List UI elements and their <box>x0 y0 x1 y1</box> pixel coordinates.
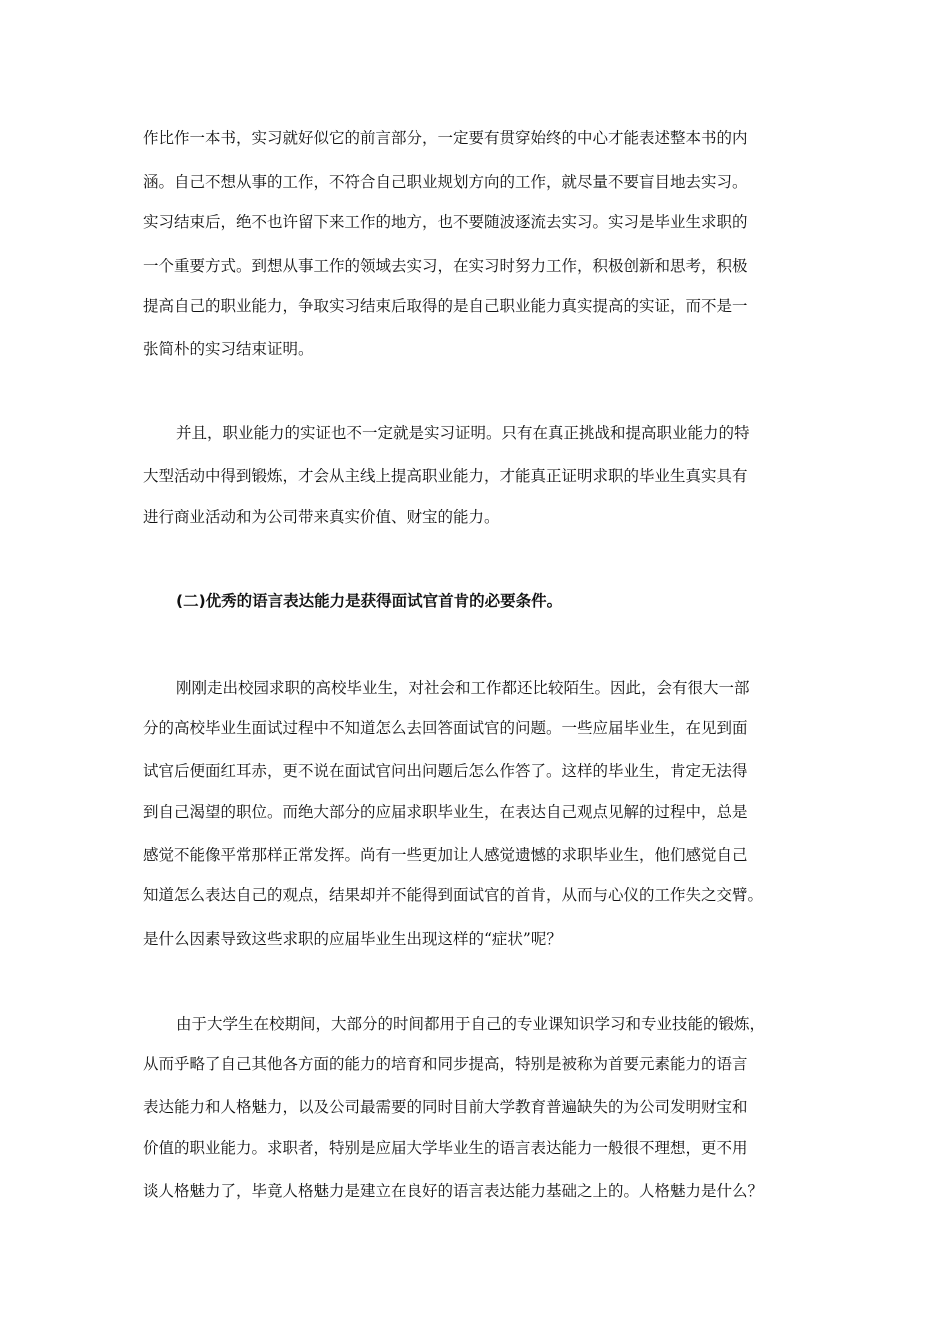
paragraph-2-line-3: 进行商业活动和为公司带来真实价值、财宝的能力。 <box>143 508 500 526</box>
paragraph-3-line-3: 试官后便面红耳赤，更不说在面试官问出问题后怎么作答了。这样的毕业生，肯定无法得 <box>143 762 748 780</box>
paragraph-4-line-5: 谈人格魅力了，毕竟人格魅力是建立在良好的语言表达能力基础之上的。人格魅力是什么？ <box>143 1182 764 1200</box>
paragraph-1-line-5: 提高自己的职业能力，争取实习结束后取得的是自己职业能力真实提高的实证，而不是一 <box>143 297 748 315</box>
paragraph-3-line-7: 是什么因素导致这些求职的应届毕业生出现这样的“症状”呢？ <box>143 930 562 948</box>
paragraph-1-line-3: 实习结束后，绝不也许留下来工作的地方，也不要随波逐流去实习。实习是毕业生求职的 <box>143 213 748 231</box>
paragraph-2-line-2: 大型活动中得到锻炼，才会从主线上提高职业能力，才能真正证明求职的毕业生真实具有 <box>143 467 748 485</box>
paragraph-1-line-6: 张简朴的实习结束证明。 <box>143 340 314 358</box>
paragraph-4-line-4: 价值的职业能力。求职者，特别是应届大学毕业生的语言表达能力一般很不理想，更不用 <box>143 1139 748 1157</box>
paragraph-3-line-6: 知道怎么表达自己的观点，结果却并不能得到面试官的首肯，从而与心仪的工作失之交臂。 <box>143 886 764 904</box>
paragraph-3-line-2: 分的高校毕业生面试过程中不知道怎么去回答面试官的问题。一些应届毕业生，在见到面 <box>143 719 748 737</box>
paragraph-4-line-3: 表达能力和人格魅力，以及公司最需要的同时目前大学教育普遍缺失的为公司发明财宝和 <box>143 1098 748 1116</box>
paragraph-1-line-1: 作比作一本书，实习就好似它的前言部分，一定要有贯穿始终的中心才能表述整本书的内 <box>143 129 748 147</box>
paragraph-3-line-5: 感觉不能像平常那样正常发挥。尚有一些更加让人感觉遗憾的求职毕业生，他们感觉自己 <box>143 846 748 864</box>
paragraph-1-line-4: 一个重要方式。到想从事工作的领域去实习，在实习时努力工作，积极创新和思考，积极 <box>143 257 748 275</box>
paragraph-3-line-1: 刚刚走出校园求职的高校毕业生，对社会和工作都还比较陌生。因此，会有很大一部 <box>176 679 750 697</box>
section-heading: (二)优秀的语言表达能力是获得面试官首肯的必要条件。 <box>176 592 563 610</box>
paragraph-4-line-1: 由于大学生在校期间，大部分的时间都用于自己的专业课知识学习和专业技能的锻炼， <box>176 1015 766 1033</box>
paragraph-3-line-4: 到自己渴望的职位。而绝大部分的应届求职毕业生，在表达自己观点见解的过程中，总是 <box>143 803 748 821</box>
paragraph-2-line-1: 并且，职业能力的实证也不一定就是实习证明。只有在真正挑战和提高职业能力的特 <box>176 424 750 442</box>
paragraph-4-line-2: 从而乎略了自己其他各方面的能力的培育和同步提高，特别是被称为首要元素能力的语言 <box>143 1055 748 1073</box>
paragraph-1-line-2: 涵。自己不想从事的工作，不符合自己职业规划方向的工作，就尽量不要盲目地去实习。 <box>143 173 748 191</box>
